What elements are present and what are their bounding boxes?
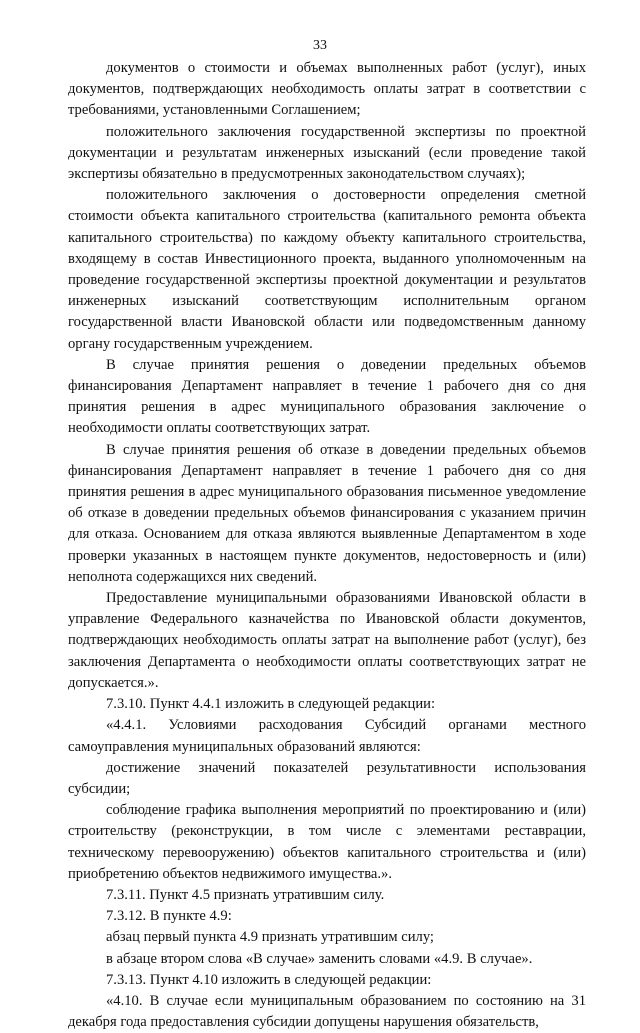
paragraph: «4.10. В случае если муниципальным образованием по состоянию на 31 декабря года предоставления субсидии допущены нарушения обязательств, bbox=[68, 992, 586, 1031]
body-text bbox=[68, 58, 586, 1033]
paragraph: в абзаце втором слова «В случае» заменить словами «4.9. В случае». bbox=[106, 950, 533, 967]
paragraph: 7.3.10. Пункт 4.4.1 изложить в следующей редакции: bbox=[106, 696, 435, 713]
paragraph: Предоставление муниципальными образованиями Ивановской области в управление Федерального казначейства по Ивановской области документов, подтверждающих необходимость оплаты затрат на выполнение работ (услуг), без заключения Департамента о необходимости оплаты соответствующих затрат не допускается.». bbox=[68, 590, 586, 691]
paragraph: достижение значений показателей результативности использования субсидии; bbox=[68, 759, 586, 797]
paragraph: абзац первый пункта 4.9 признать утратившим силу; bbox=[106, 929, 434, 946]
paragraph: 7.3.11. Пункт 4.5 признать утратившим силу. bbox=[106, 886, 385, 903]
paragraph: 7.3.13. Пункт 4.10 изложить в следующей редакции: bbox=[106, 971, 432, 988]
paragraph: 7.3.12. В пункте 4.9: bbox=[106, 908, 232, 925]
paragraph: соблюдение графика выполнения мероприятий по проектированию и (или) строительству (реконструкции, в том числе с элементами реставрации, техническому перевооружению) объектов капитального строительства и (или) приобретению объектов недвижимого имущества.». bbox=[68, 802, 586, 882]
paragraph: В случае принятия решения о доведении предельных объемов финансирования Департамент направляет в течение 1 рабочего дня со дня принятия решения в адрес муниципального образования заключение о необходимости оплаты соответствующих затрат. bbox=[68, 356, 586, 437]
paragraph: положительного заключения государственной экспертизы по проектной документации и результатам инженерных изысканий (если проведение такой экспертизы обязательно в предусмотренных законодательством случаях); bbox=[68, 123, 586, 183]
paragraph: «4.4.1. Условиями расходования Субсидий органами местного самоуправления муниципальных образований являются: bbox=[68, 717, 586, 755]
paragraph: документов о стоимости и объемах выполненных работ (услуг), иных документов, подтверждающих необходимость оплаты затрат в соответствии с требованиями, установленными Соглашением; bbox=[68, 60, 586, 119]
paragraph: В случае принятия решения об отказе в доведении предельных объемов финансирования Департамент направляет в течение 1 рабочего дня со дня принятия решения в адрес муниципального образования письменное уведомление об отказе в доведении предельных объемов финансирования с указанием причин для отказа. Основанием для отказа являются выявленные Департаментом в ходе проверки указанных в настоящем пункте документов, недостоверность и (или) неполнота содержащихся них сведений. bbox=[68, 441, 586, 585]
page-number: 33 bbox=[313, 38, 327, 53]
paragraph: положительного заключения о достоверности определения сметной стоимости объекта капитального строительства (капитального ремонта объекта капитального строительства) по каждому объекту капитального строительства, входящему в состав Инвестиционного проекта, выданного уполномоченным на проведение государственной экспертизы проектной документации и результатов инженерных изысканий соответствующим исполнительным органом государственной власти Ивановской области или подведомственным данному органу государственным учреждением. bbox=[68, 187, 586, 352]
